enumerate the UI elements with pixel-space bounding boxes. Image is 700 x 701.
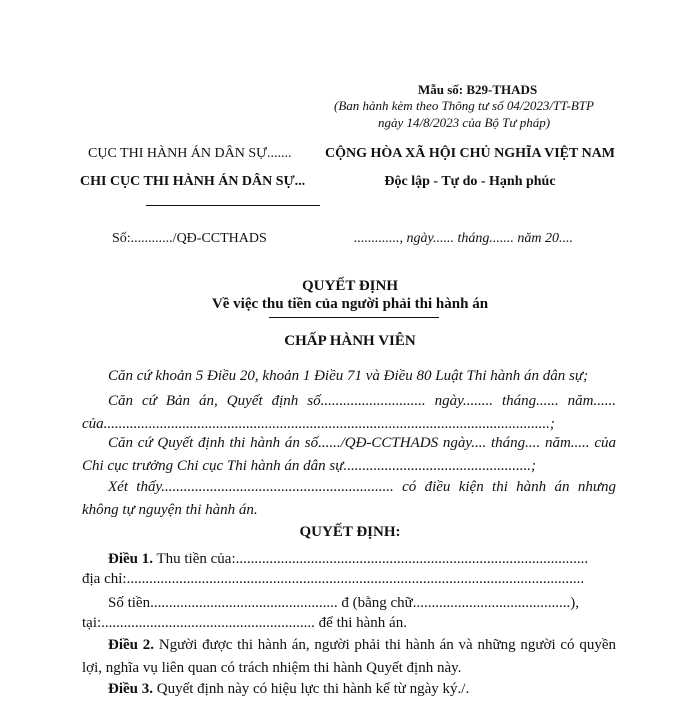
form-code: Mẫu số: B29-THADS [418,82,538,97]
article-3-label: Điều 3. [108,681,153,697]
legal-basis-1: Căn cứ khoản 5 Điều 20, khoản 1 Điều 71 và Điều 80 Luật Thi hành án dân sự; [108,368,589,384]
issued-with-line-1: (Ban hành kèm theo Thông tư số 04/2023/TT-BTP [334,98,594,113]
issuing-authority: CHẤP HÀNH VIÊN [284,333,416,349]
subject-underline [269,317,439,318]
issued-with-line-2: ngày 14/8/2023 của Bộ Tư pháp) [377,115,551,130]
article-1-location: tại:......................................................... để thi hành án. [82,615,407,631]
parent-agency: CỤC THI HÀNH ÁN DÂN SỰ....... [88,146,292,161]
decision-heading: QUYẾT ĐỊNH: [299,524,401,540]
place-date: ............., ngày...... tháng....... năm 20.... [354,231,573,246]
article-2-label: Điều 2. [108,637,155,653]
agency-underline [146,205,320,206]
national-motto: Độc lập - Tự do - Hạnh phúc [384,174,556,189]
document-title: QUYẾT ĐỊNH [302,278,398,294]
legal-basis-2: Căn cứ Bản án, Quyết định số............................ ngày........ tháng...... năm...... của.......................................................................................................................; [82,393,616,432]
document-subject: Về việc thu tiền của người phải thi hành án [211,296,489,312]
article-1-text: Thu tiền của:.............................................................................................. [153,551,589,567]
article-1-amount: Số tiền.................................................. đ (bằng chữ..........................................), [108,595,580,611]
legal-basis-3: Căn cứ Quyết định thi hành án số....../QĐ-CCTHADS ngày.... tháng.... năm..... của Chi cục trưởng Chi cục Thi hành án dân sự..................................................; [82,435,616,474]
country-name: CỘNG HÒA XÃ HỘI CHỦ NGHĨA VIỆT NAM [324,146,615,161]
article-2-text: Người được thi hành án, người phải thi hành án và những người có quyền lợi, nghĩa vụ liên quan có trách nhiệm thi hành Quyết định này. [82,637,616,676]
article-3 [82,678,616,701]
article-2 [82,634,616,680]
article-1-address: địa chỉ:.......................................................................................................................... [82,571,585,587]
article-3-text: Quyết định này có hiệu lực thi hành kể từ ngày ký./. [153,681,470,697]
document-number: Số:............/QĐ-CCTHADS [112,231,267,246]
legal-basis-4: Xét thấy.............................................................. có điều kiện thi hành án nhưng không tự nguyện thi hành án. [82,479,616,518]
article-1-label: Điều 1. [108,551,153,567]
unit-agency: CHI CỤC THI HÀNH ÁN DÂN SỰ... [80,174,306,189]
